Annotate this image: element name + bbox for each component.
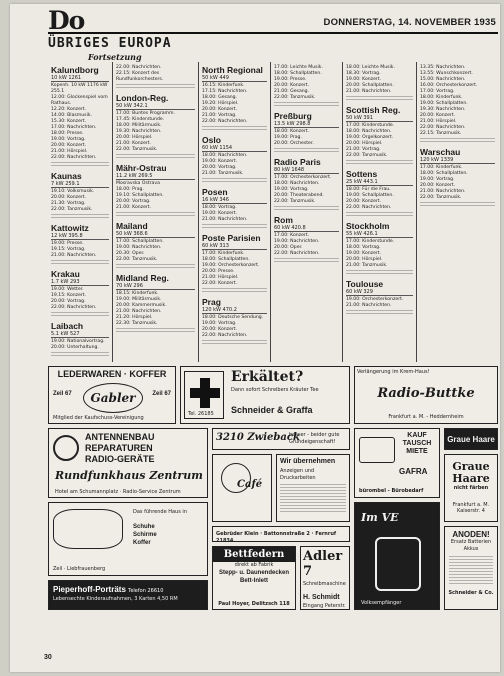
station-name: Kattowitz [51, 223, 89, 233]
text-filler [202, 340, 267, 346]
station-name: Warschau [420, 147, 461, 157]
station-block [346, 65, 413, 102]
program-line: 17.00: Kinderstunde. [346, 123, 395, 128]
program-line: 19.00: Nationalvortrag. [51, 339, 105, 344]
station-block [274, 157, 339, 212]
ad-cafe-title: Café [237, 479, 263, 490]
ad-lederwaren-sub: Mitglied der Kaufschuss-Vereinigung [53, 414, 144, 421]
station-frequency: 50 kW 391 [346, 115, 413, 122]
program-line: 18.00: Gesang. [202, 95, 238, 100]
program-line: 19.00: Vortrag. [51, 137, 86, 142]
program-line: 21.00: Tanzmusik. [346, 263, 388, 268]
program-line: 19.00: Militärmusik. [116, 297, 162, 302]
advertisements [48, 366, 498, 628]
ad-adler: Adler 7 Schreibmaschine H. Schmidt Eingang Peterstr. [300, 546, 350, 610]
station-block [51, 65, 109, 168]
text-filler [51, 312, 109, 318]
text-filler [202, 224, 267, 230]
station-frequency: 7 kW 259.1 [51, 181, 109, 188]
ad-antennenbau-lines: ANTENNENBAU REPARATUREN RADIO-GERÄTE [85, 432, 155, 464]
station-frequency: 16 kW 346 [202, 197, 267, 204]
program-line: 12.20: Konzert. [51, 107, 87, 112]
text-filler [51, 214, 109, 220]
station-frequency: 120 kW 470.2 [202, 307, 267, 314]
ad-zwieback-title: 3210 Zwieback [216, 432, 300, 443]
newspaper-page [10, 4, 500, 672]
program-line: 20.00: Hörspiel. [346, 141, 383, 146]
program-line: 18.00: Nachrichten. [346, 129, 392, 134]
program-line: 19.00: Wetter. [51, 287, 84, 292]
program-line: 18.00: Nachrichten. [274, 181, 320, 186]
ad-cafe [212, 454, 272, 522]
program-line: 17.00: Kinderfunk. [202, 251, 245, 256]
section-subtitle: Fortsetzung [88, 52, 142, 62]
station-name: North Regional [202, 65, 263, 75]
program-column-2 [112, 62, 198, 362]
station-frequency: 80 kW 1648 [274, 167, 339, 174]
station-block [202, 297, 267, 346]
program-line: 18.15: Kinderfunk. [116, 291, 159, 296]
program-line: 17.00: Kinderfunk. [420, 165, 463, 170]
program-line: 20.00: Vortrag. [51, 299, 86, 304]
station-frequency: 60 kW 1154 [202, 145, 267, 152]
text-filler [116, 328, 195, 334]
station-block [420, 147, 495, 208]
program-line: 18.00: Vortrag. [346, 245, 381, 250]
station-frequency: 5.1 kW 527 [51, 331, 109, 338]
program-line: 18.00: Schallplatten. [274, 71, 322, 76]
ad-zwieback [212, 428, 350, 450]
radio-receiver-icon [375, 537, 421, 591]
program-line: 19.00: Orchesterkonzert. [202, 263, 260, 268]
program-line: 18.00: Schallplatten. [420, 171, 468, 176]
program-line: 17.00: Konzert. [274, 233, 310, 238]
ad-erkaeltet-text: Dann sofort Schreibers Kräuter Tee [231, 387, 319, 393]
ad-lederwaren-title: LEDERWAREN · KOFFER [57, 369, 167, 379]
program-line: 22.00: Tanzmusik. [274, 95, 316, 100]
text-filler [346, 96, 413, 102]
station-block [116, 221, 195, 270]
station-name: Radio Paris [274, 157, 321, 167]
program-line: 21.00: Nachrichten. [420, 189, 466, 194]
section-title: ÜBRIGES EUROPA [48, 36, 172, 51]
program-line: 17.00: Schallplatten. [116, 239, 164, 244]
ad-erkaeltet [180, 366, 350, 424]
program-line: 22.00: Nachrichten. [51, 305, 97, 310]
station-block [274, 65, 339, 108]
program-line: 19.00: Presse. [51, 241, 84, 246]
program-line: 22.15: Konzert des Rundfunkorchesters. [116, 71, 164, 82]
program-line: 20.00: Orchester. [274, 141, 314, 146]
station-frequency: 12 kW 395.8 [51, 233, 109, 240]
station-frequency: 11.2 kW 269.5 [116, 173, 195, 180]
program-line: 18.00: Leichte Musik. [346, 65, 395, 70]
station-name: Toulouse [346, 279, 384, 289]
program-line: 19.15: Vortrag. [51, 247, 86, 252]
program-line: 21.00: Nachrichten. [346, 89, 392, 94]
program-line: 22.00: Nachrichten. [51, 155, 97, 160]
program-line: 19.00: Orchesterkonzert. [346, 297, 404, 302]
program-line: 21.00: Tanzmusik. [202, 171, 244, 176]
program-line: 17.00: Nachrichten. [51, 125, 97, 130]
ad-gebrueder-klein: Gebrüder Klein · Battonnstraße 2 · Fernruf 21834 [212, 526, 350, 542]
ad-wir-uebernehmen-title: Wir übernehmen [280, 458, 336, 465]
station-name: Mähr-Ostrau [116, 163, 167, 173]
program-line: 19.15: Konzert. [51, 293, 87, 298]
program-line: 18.00: Militärmusik. [116, 123, 162, 128]
text-filler [346, 212, 413, 218]
program-line: 21.00: Konzert. [116, 141, 152, 146]
ad-gafra [354, 428, 440, 498]
station-name: Krakau [51, 269, 80, 279]
text-filler [274, 102, 339, 108]
ad-erkaeltet-shop: Schneider & Graffa [231, 405, 313, 415]
program-line: 21.00: Hörspiel. [51, 149, 88, 154]
program-line: 21.00: Gesang. [274, 89, 310, 94]
program-line: 16.15: Kinderfunk. [202, 83, 245, 88]
ad-antennenbau [48, 428, 208, 498]
program-line: 20.00: Kammermusik. [116, 303, 167, 308]
station-frequency: 60 kW 313 [202, 243, 267, 250]
program-line: 15.30: Konzert. [51, 119, 87, 124]
station-block [274, 215, 339, 264]
text-filler [202, 178, 267, 184]
program-line: 22.00: Tanzmusik. [420, 195, 462, 200]
ad-wir-uebernehmen: Wir übernehmen Anzeigen und Druckarbeiten [276, 454, 350, 522]
program-line: 21.00: Nachrichten. [346, 303, 392, 308]
program-line: 20.00: Vortrag. [202, 165, 237, 170]
program-line: 20.00: Konzert. [202, 107, 238, 112]
program-line: 18.00: Presse. [51, 131, 84, 136]
station-name: Preßburg [274, 111, 312, 121]
program-line: 22.00: Tanzmusik. [346, 153, 388, 158]
program-line: 19.00: Orgelkonzert. [346, 135, 394, 140]
program-line: 20.00: Konzert. [420, 113, 456, 118]
program-line: 21.00: Vortrag. [346, 147, 381, 152]
program-line: 20.00: Hörspiel. [116, 135, 153, 140]
program-column-3 [198, 62, 270, 362]
program-line: 18.00: Schallplatten. [202, 257, 250, 262]
program-line: 19.30: Nachrichten. [420, 107, 466, 112]
program-line: 20.00: Konzert. [51, 195, 87, 200]
program-line: 19.10: Volksmusik. [51, 189, 95, 194]
program-line: 19.00: Konzert. [202, 211, 238, 216]
ad-zwieback-sub: besser - beider gute Grundeigenschaft! [289, 432, 340, 445]
program-line: 21.20: Hörspiel. [116, 315, 153, 320]
program-line: 22.00: Nachrichten. [202, 333, 248, 338]
program-line: 18.00: Nachrichten. [202, 153, 248, 158]
station-block [274, 111, 339, 154]
program-line: 19.00: Vortrag. [202, 321, 237, 326]
program-line: 20.00: Hörspiel. [346, 257, 383, 262]
program-line: 21.00: Nachrichten. [202, 217, 248, 222]
program-line: 19.10: Schallplatten. [116, 193, 164, 198]
station-block [346, 279, 413, 316]
program-line: 17.00: Buntes Programm. [116, 111, 175, 116]
program-line: 22.00: Tanzmusik. [116, 257, 158, 262]
text-filler [420, 202, 495, 208]
program-line: 21.00: Nachrichten. [51, 253, 97, 258]
program-line: 19.00: Vortrag. [420, 177, 455, 182]
station-block [202, 135, 267, 184]
ad-pieperhoff: Pieperhoff-Porträts Telefon 26610 Lebensechte Kinderaufnahmen, 3 Karten 4,50 RM [48, 580, 208, 610]
program-line: 20.00: Konzert. [346, 199, 382, 204]
program-line: 19.00: Schallplatten. [420, 101, 468, 106]
text-filler [346, 270, 413, 276]
program-line: 20.00: Oper. [274, 245, 303, 250]
text-filler [346, 160, 413, 166]
station-name: Kalundborg [51, 65, 99, 75]
ad-lederwaren-left: Zeil 67 [53, 391, 72, 397]
text-filler [116, 154, 195, 160]
station-name: Posen [202, 187, 228, 197]
program-line: 20.00: Presse. [202, 269, 235, 274]
ad-lederwaren [48, 366, 176, 424]
program-column-5 [342, 62, 416, 362]
station-frequency: 50 kW 342.1 [116, 103, 195, 110]
program-line: 20.00: Theaterabend. [274, 193, 324, 198]
page-header [48, 8, 498, 34]
station-frequency: 120 kW 1339 [420, 157, 495, 164]
red-cross-icon: Tel. 26185 [184, 371, 224, 419]
text-filler [202, 288, 267, 294]
page-number: 30 [44, 654, 52, 661]
ad-gafra-shop: bürombel - Bürobedarf [359, 487, 424, 494]
program-line: 19.30: Nachrichten. [116, 129, 162, 134]
station-block [116, 163, 195, 218]
program-line: Mosravska Ostrava [116, 181, 160, 186]
station-block [202, 187, 267, 230]
program-line: 19.00: Nachrichten. [116, 245, 162, 250]
ad-anoden: ANODEN! Ersatz Batterien Akkus Schneider & Co. [444, 526, 498, 610]
station-name: Oslo [202, 135, 221, 145]
program-line: 15.00: Nachrichten. [420, 77, 466, 82]
program-line: 22.00: Tanzmusik. [51, 207, 93, 212]
program-line: Kopenh. 10 kW 1176 kW 255.1 [51, 83, 108, 94]
program-line: 20.00: Konzert. [274, 83, 310, 88]
program-line: 20.00: Konzert. [420, 183, 456, 188]
program-line: 18.00: Kinderfunk. [420, 95, 463, 100]
program-line: 20.00: Schallplatten. [346, 83, 394, 88]
program-line: 21.00: Vortrag. [202, 113, 237, 118]
station-frequency: 1.7 kW 293 [51, 279, 109, 286]
program-line: 17.00: Kinderstunde. [346, 239, 395, 244]
text-filler [116, 84, 195, 90]
program-column-6 [416, 62, 498, 362]
ad-lederwaren-brand: Gabler [83, 383, 143, 413]
station-name: Laibach [51, 321, 84, 331]
program-line: 19.00: Schallplatten. [346, 193, 394, 198]
text-filler [51, 260, 109, 266]
ad-radio-buttke [354, 366, 498, 424]
text-filler [274, 258, 339, 264]
station-name: London-Reg. [116, 93, 169, 103]
program-line: 13.55: Wunschkonzert. [420, 71, 473, 76]
program-line: 18.00: Vortrag. [202, 205, 237, 210]
ad-radio-buttke-sub: Frankfurt a. M. - Heddernheim [388, 413, 464, 420]
program-line: 20.00: Vortrag. [116, 199, 151, 204]
program-line: 22.00: Nachrichten. [116, 65, 162, 70]
station-frequency: 70 kW 296 [116, 283, 195, 290]
program-line: 19.00: Vortrag. [274, 187, 309, 192]
program-line: 17.00: Orchesterkonzert. [274, 175, 332, 180]
station-frequency: 10 kW 1261 [51, 75, 109, 82]
program-line: 19.00: Konzert. [346, 77, 382, 82]
station-block [346, 221, 413, 276]
program-line: 19.20: Hörspiel. [202, 101, 239, 106]
station-block [51, 171, 109, 220]
station-name: Rom [274, 215, 293, 225]
station-name: Poste Parisien [202, 233, 261, 243]
text-filler [116, 264, 195, 270]
program-line: 17.15: Nachrichten. [202, 89, 248, 94]
station-frequency: 60 kW 329 [346, 289, 413, 296]
program-line: 22.30: Tanzmusik. [116, 321, 158, 326]
program-line: 19.00: Presse. [274, 77, 307, 82]
station-name: Prag [202, 297, 221, 307]
program-line: 17.45: Kinderstunde. [116, 117, 165, 122]
station-block [116, 273, 195, 334]
radio-logo-icon [53, 435, 79, 461]
program-line: 14.00: Blasmusik. [51, 113, 92, 118]
program-line: 18.00: Prag. [116, 187, 144, 192]
station-name: Mailand [116, 221, 148, 231]
text-filler [420, 138, 495, 144]
page-date: DONNERSTAG, 14. NOVEMBER 1935 [323, 17, 496, 28]
program-line: 22.00: Tanzmusik. [274, 199, 316, 204]
text-filler [116, 212, 195, 218]
station-name: Stockholm [346, 221, 390, 231]
station-frequency: 55 kW 426.1 [346, 231, 413, 238]
program-line: 21.00: Konzert. [116, 205, 152, 210]
text-filler [274, 148, 339, 154]
station-block [51, 223, 109, 266]
program-line: 21.30: Vortrag. [51, 201, 86, 206]
program-line: 18.00: Deutsche Sendung. [202, 315, 264, 320]
ad-bettfedern: Bettfedern direkt ab Fabrik Stepp- u. Daunendecken Bett-Inlett Paul Hoyer, Delitzsch 118 [212, 546, 296, 610]
program-column-4 [270, 62, 342, 362]
station-block [51, 269, 109, 318]
station-block [346, 169, 413, 218]
station-block [116, 65, 195, 90]
program-line: 22.00: Nachrichten. [274, 251, 320, 256]
station-block [346, 105, 413, 166]
shop-emblem-icon [53, 509, 123, 549]
ad-erkaeltet-title: Erkältet? [231, 369, 304, 385]
program-line: 22.00: Nachrichten. [346, 205, 392, 210]
station-frequency: 60 kW 420.8 [274, 225, 339, 232]
station-name: Sottens [346, 169, 378, 179]
program-line: 22.00: Konzert. [202, 281, 238, 286]
station-block [202, 65, 267, 132]
station-frequency: 50 kW 449 [202, 75, 267, 82]
program-line: 20.00: Unterhaltung. [51, 345, 99, 350]
station-block [202, 233, 267, 294]
ad-radio-buttke-tag: Verlängerung im Krem-Haus! [357, 369, 430, 375]
program-line: 21.00: Hörspiel. [420, 119, 457, 124]
ad-graue-haare-top: Graue Haare [444, 428, 498, 450]
program-column-1 [48, 62, 112, 362]
ad-graue-haare: Graue Haare nicht färben Frankfurt a. M. Kaiserstr. 4 [444, 454, 498, 522]
program-line: 21.00: Nachrichten. [116, 309, 162, 314]
program-line: 22.00: Tanzmusik. [116, 147, 158, 152]
station-block [420, 65, 495, 144]
ad-gafra-title: KAUF TAUSCH MIETE [402, 432, 432, 455]
page-title: Do [48, 6, 85, 35]
ad-gafra-brand: GAFRA [399, 467, 428, 476]
ad-antennenbau-brand: Rundfunkhaus Zentrum [55, 469, 203, 482]
program-line: 19.00: Prag. [274, 135, 302, 140]
program-line: 17.00: Vortrag. [420, 89, 455, 94]
program-line: 19.00: Nachrichten. [274, 239, 320, 244]
program-line: 22.15: Tanzmusik. [420, 131, 462, 136]
program-line: 18.00: Für die Frau. [346, 187, 391, 192]
program-line: 21.00: Hörspiel. [202, 275, 239, 280]
station-frequency: 25 kW 443.1 [346, 179, 413, 186]
program-line: 19.00: Konzert. [202, 159, 238, 164]
text-filler [346, 310, 413, 316]
program-line: 20.00: Konzert. [51, 143, 87, 148]
program-line: 16.00: Orchesterkonzert. [420, 83, 478, 88]
typewriter-icon [359, 437, 395, 463]
station-block [116, 93, 195, 160]
station-name: Kaunas [51, 171, 82, 181]
ad-fachgeschaeft: Das führende Haus in Schuhe Schirme Koffer Zeil · Liebfrauenberg [48, 502, 208, 576]
station-name: Midland Reg. [116, 273, 169, 283]
program-line: 22.00: Nachrichten. [420, 125, 466, 130]
station-name: Scottish Reg. [346, 105, 401, 115]
program-line: 12.00: Glockenspiel vom Rathaus. [51, 95, 108, 106]
program-line: 18.30: Vortrag. [346, 71, 381, 76]
program-line: 19.00: Konzert. [346, 251, 382, 256]
ad-volksempfaenger: Im VE Volksempfänger [354, 502, 440, 610]
text-filler [51, 352, 109, 358]
program-line: 17.00: Leichte Musik. [274, 65, 323, 70]
program-line: 20.00: Konzert. [202, 327, 238, 332]
ad-radio-buttke-brand: Radio-Buttke [377, 385, 475, 401]
program-line: 22.00: Nachrichten. [202, 119, 248, 124]
text-filler [202, 126, 267, 132]
program-line: 18.00: Konzert. [274, 129, 310, 134]
station-block [51, 321, 109, 358]
ad-antennenbau-addr: Hotel am Schumannplatz · Radio-Service Zentrum [55, 488, 181, 495]
station-frequency: 13.5 kW 298.8 [274, 121, 339, 128]
program-line: 20.30: Oper. [116, 251, 145, 256]
station-frequency: 50 kW 368.6 [116, 231, 195, 238]
text-filler [274, 206, 339, 212]
text-filler [51, 162, 109, 168]
ad-lederwaren-right: Zeil 67 [152, 391, 171, 397]
program-line: 13.35: Nachrichten. [420, 65, 466, 70]
